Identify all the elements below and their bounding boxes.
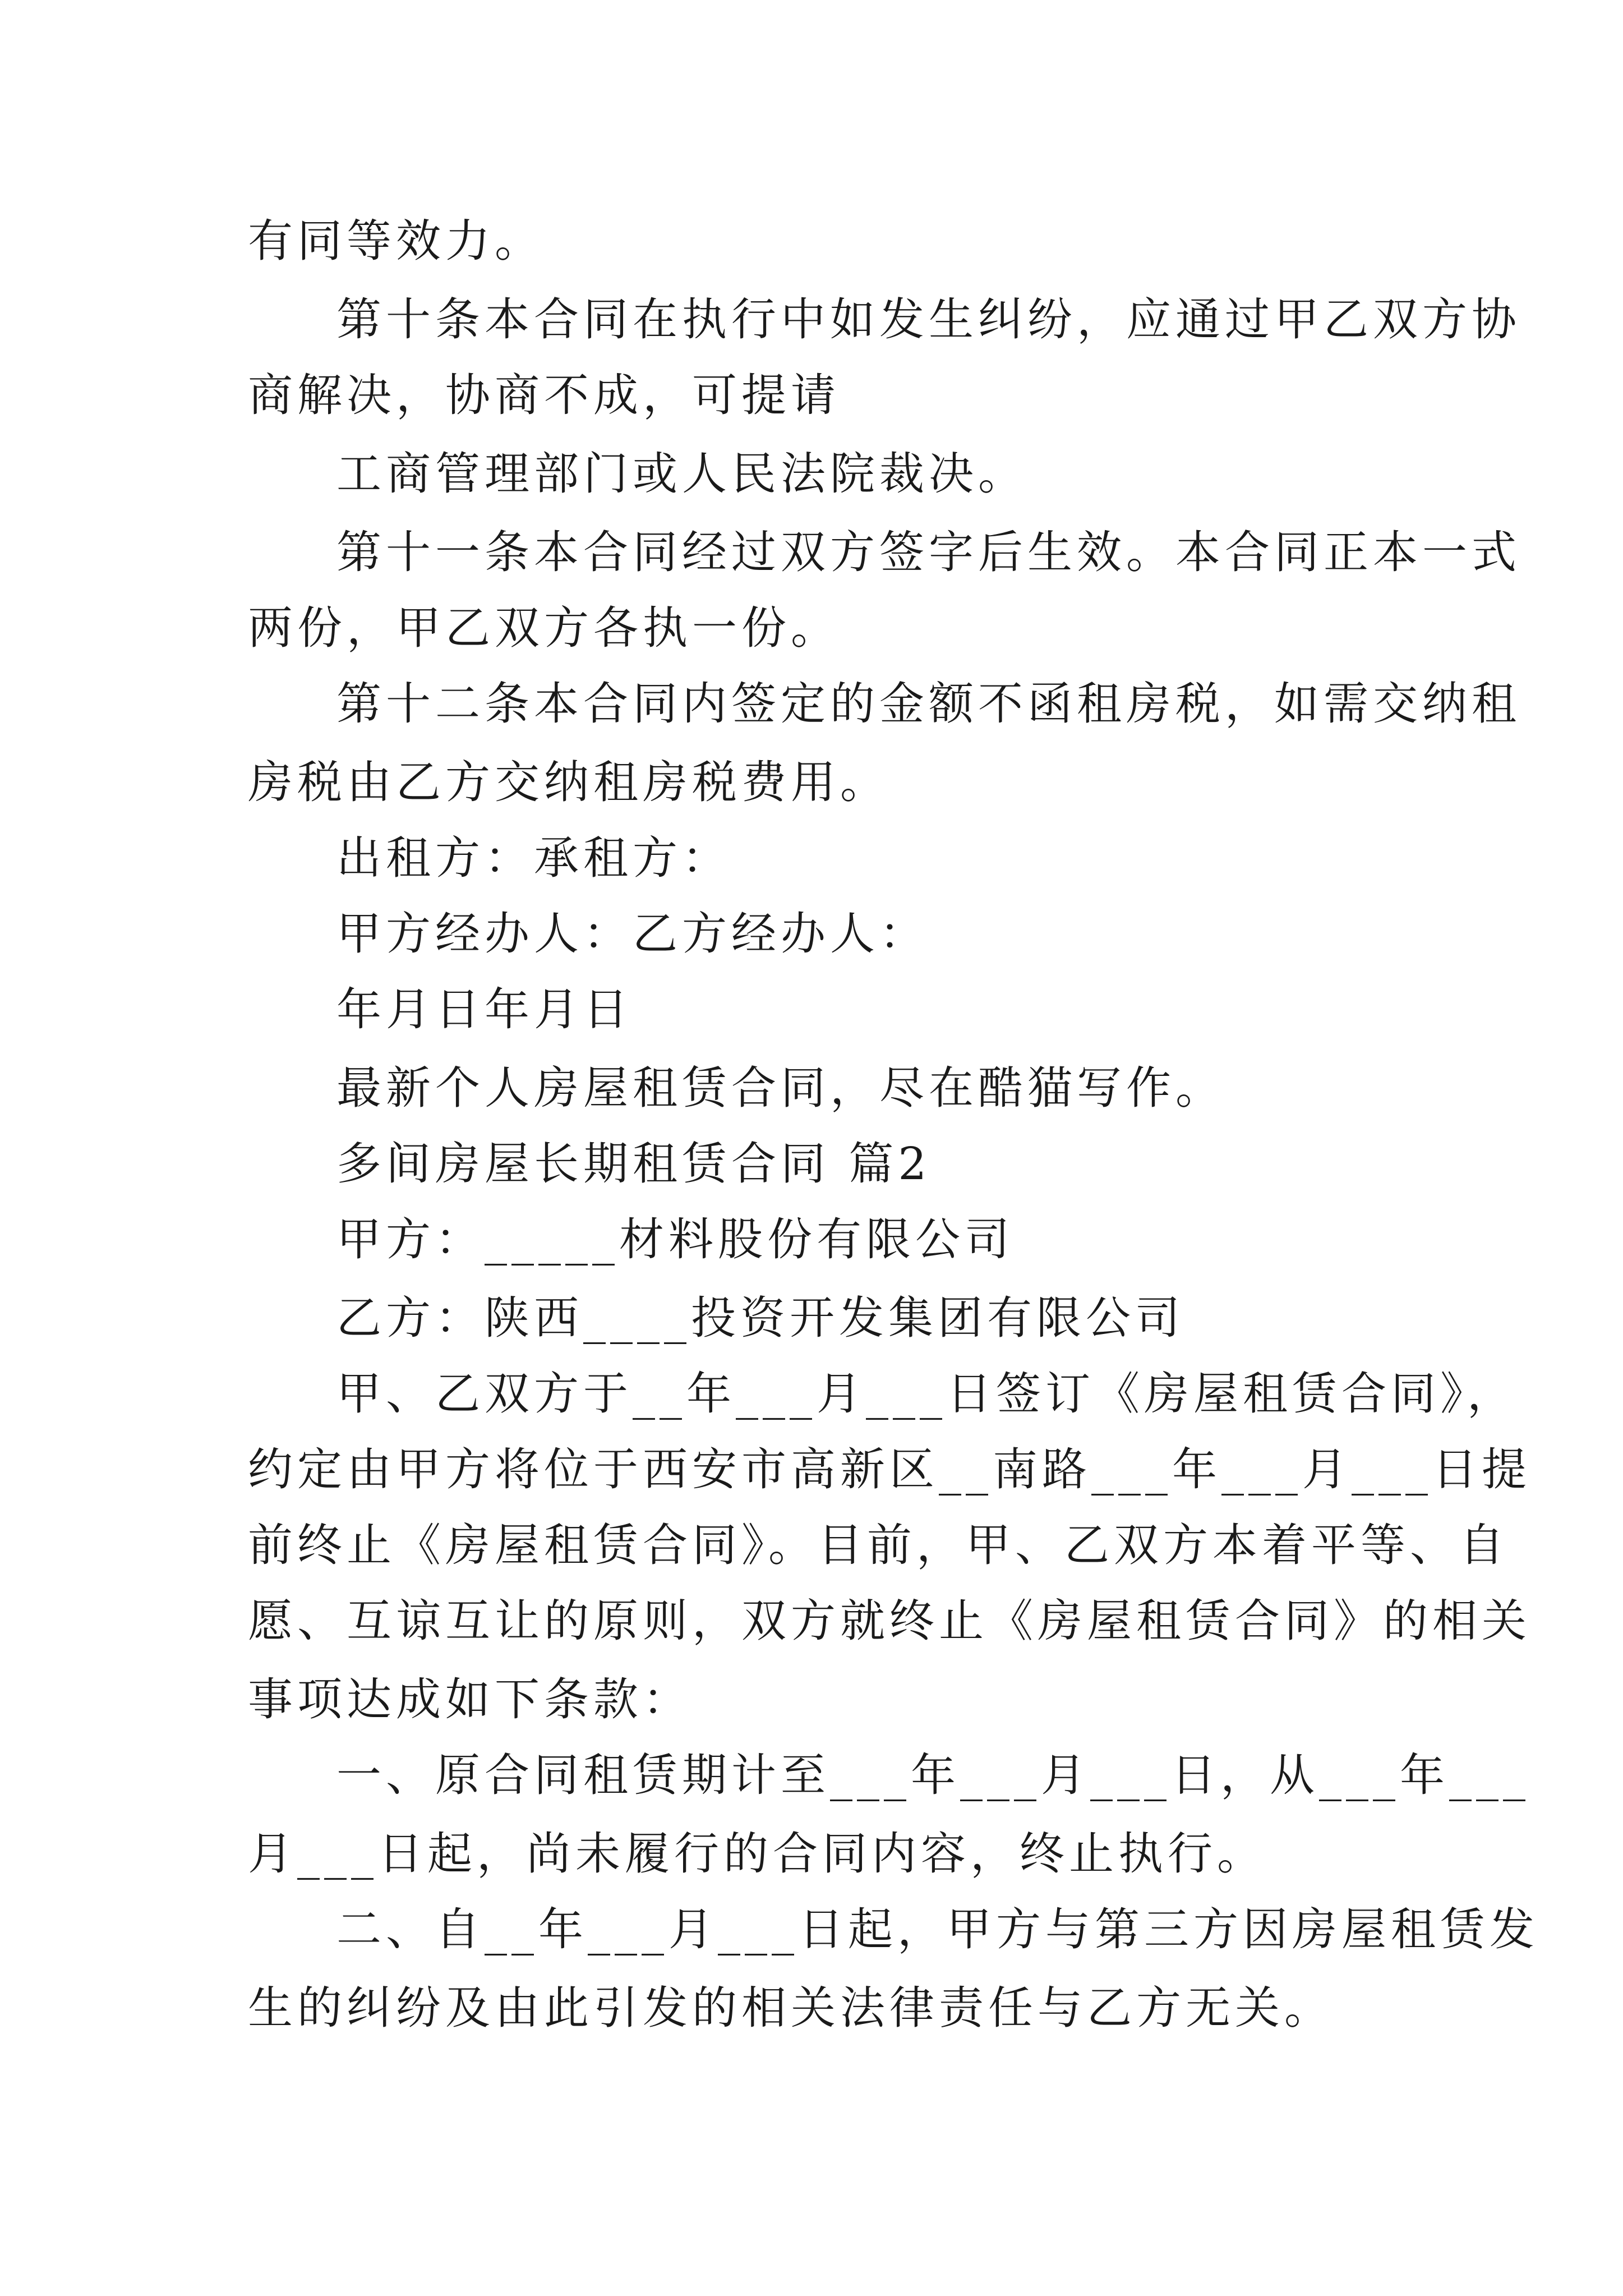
text-line-4: 工商管理部门或人民法院裁决。 — [336, 448, 1027, 500]
text-line-6: 两份，甲乙双方各执一份。 — [248, 602, 840, 654]
text-line-1: 有同等效力。 — [248, 215, 544, 267]
text-line-12: 最新个人房屋租赁合同，尽在酷猫写作。 — [336, 1062, 1225, 1114]
text-line-10: 甲方经办人：乙方经办人： — [336, 908, 929, 960]
text-line-7: 第十二条本合同内签定的金额不函租房税，如需交纳租 — [336, 678, 1521, 730]
text-line-23: 二、自__年___月___日起，甲方与第三方因房屋租赁发 — [336, 1903, 1539, 1955]
text-line-24: 生的纠纷及由此引发的相关法律责任与乙方无关。 — [248, 1982, 1334, 2034]
text-line-9: 出租方：承租方： — [336, 832, 731, 884]
text-line-8: 房税由乙方交纳租房税费用。 — [248, 756, 889, 808]
text-line-21: 一、原合同租赁期计至___年___月___日，从___年___ — [336, 1749, 1530, 1801]
text-line-22: 月___日起，尚未履行的合同内容，终止执行。 — [248, 1828, 1266, 1880]
text-line-18: 前终止《房屋租赁合同》。目前，甲、乙双方本着平等、自 — [248, 1519, 1509, 1571]
text-line-3: 商解决，协商不成，可提请 — [248, 369, 840, 421]
text-line-14: 甲方：_____材料股份有限公司 — [336, 1213, 1014, 1266]
text-line-2: 第十条本合同在执行中如发生纠纷，应通过甲乙双方协 — [336, 293, 1521, 346]
text-line-15: 乙方：陕西____投资开发集团有限公司 — [336, 1292, 1184, 1344]
text-line-20: 事项达成如下条款： — [248, 1673, 692, 1726]
text-line-19: 愿、互谅互让的原则，双方就终止《房屋租赁合同》的相关 — [248, 1595, 1531, 1647]
text-line-5: 第十一条本合同经过双方签字后生效。本合同正本一式 — [336, 526, 1521, 578]
text-line-17: 约定由甲方将位于西安市高新区__南路___年___月___日提 — [248, 1443, 1531, 1496]
text-line-16: 甲、乙双方于__年___月___日签订《房屋租赁合同》， — [336, 1368, 1516, 1420]
text-line-11: 年月日年月日 — [336, 983, 633, 1036]
text-line-13: 多间房屋长期租赁合同 篇2 — [336, 1138, 932, 1190]
